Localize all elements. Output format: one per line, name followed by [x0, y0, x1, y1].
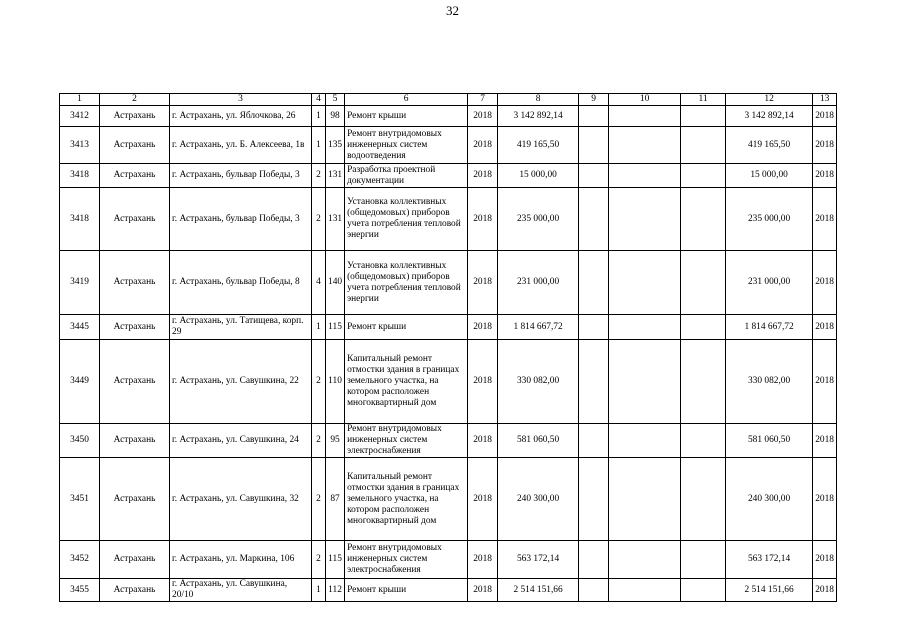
work-type-cell: Ремонт внутридомовых инженерных систем водоотведения	[345, 127, 468, 164]
col4-cell: 2	[312, 541, 326, 579]
col13-cell: 2018	[813, 164, 837, 188]
col5-cell: 131	[326, 164, 345, 188]
col4-cell: 2	[312, 164, 326, 188]
address-cell: г. Астрахань, бульвар Победы, 3	[170, 188, 312, 251]
col11-cell	[681, 340, 726, 424]
work-type-cell: Ремонт внутридомовых инженерных систем электроснабжения	[345, 424, 468, 458]
col4-cell: 1	[312, 579, 326, 602]
col4-cell: 4	[312, 251, 326, 315]
cost-cell: 235 000,00	[498, 188, 579, 251]
year-cell: 2018	[468, 424, 498, 458]
col11-cell	[681, 424, 726, 458]
col4-cell: 1	[312, 315, 326, 340]
page-number: 32	[446, 3, 459, 18]
column-number-row	[60, 94, 837, 106]
cost-cell: 581 060,50	[498, 424, 579, 458]
col9-cell	[579, 251, 609, 315]
col9-cell	[579, 127, 609, 164]
year-cell: 2018	[468, 315, 498, 340]
col11-cell	[681, 458, 726, 541]
col5-cell: 110	[326, 340, 345, 424]
col9-cell	[579, 315, 609, 340]
city-cell: Астрахань	[100, 315, 170, 340]
col9-cell	[579, 340, 609, 424]
col10-cell	[609, 164, 681, 188]
year-cell: 2018	[468, 164, 498, 188]
city-cell: Астрахань	[100, 579, 170, 602]
total-cell: 1 814 667,72	[726, 315, 813, 340]
col9-cell	[579, 541, 609, 579]
city-cell: Астрахань	[100, 340, 170, 424]
cost-cell: 419 165,50	[498, 127, 579, 164]
record-id-cell: 3455	[60, 579, 100, 602]
col5-cell: 140	[326, 251, 345, 315]
address-cell: г. Астрахань, бульвар Победы, 8	[170, 251, 312, 315]
address-cell: г. Астрахань, ул. Яблочкова, 26	[170, 106, 312, 127]
col11-cell	[681, 315, 726, 340]
city-cell: Астрахань	[100, 127, 170, 164]
col10-cell	[609, 315, 681, 340]
col11-cell	[681, 541, 726, 579]
cost-cell: 2 514 151,66	[498, 579, 579, 602]
cost-cell: 1 814 667,72	[498, 315, 579, 340]
col5-cell: 98	[326, 106, 345, 127]
total-cell: 15 000,00	[726, 164, 813, 188]
address-cell: г. Астрахань, ул. Савушкина, 24	[170, 424, 312, 458]
work-type-cell: Ремонт крыши	[345, 106, 468, 127]
city-cell: Астрахань	[100, 188, 170, 251]
col4-cell: 2	[312, 424, 326, 458]
address-cell: г. Астрахань, ул. Б. Алексеева, 1в	[170, 127, 312, 164]
col13-cell: 2018	[813, 251, 837, 315]
total-cell: 581 060,50	[726, 424, 813, 458]
year-cell: 2018	[468, 340, 498, 424]
col13-cell: 2018	[813, 315, 837, 340]
col13-cell: 2018	[813, 579, 837, 602]
year-cell: 2018	[468, 188, 498, 251]
col11-cell	[681, 106, 726, 127]
cost-cell: 231 000,00	[498, 251, 579, 315]
address-cell: г. Астрахань, ул. Савушкина, 20/10	[170, 579, 312, 602]
table-row	[60, 541, 837, 579]
col9-cell	[579, 424, 609, 458]
record-id-cell: 3445	[60, 315, 100, 340]
table-row	[60, 579, 837, 602]
col10-cell	[609, 127, 681, 164]
record-id-cell: 3450	[60, 424, 100, 458]
col13-cell: 2018	[813, 127, 837, 164]
table-row	[60, 458, 837, 541]
work-type-cell: Капитальный ремонт отмостки здания в границах земельного участка, на котором расположен многоквартирный дом	[345, 458, 468, 541]
col13-cell: 2018	[813, 106, 837, 127]
column-header: 4	[312, 94, 326, 106]
total-cell: 3 142 892,14	[726, 106, 813, 127]
table-row	[60, 188, 837, 251]
col10-cell	[609, 106, 681, 127]
col10-cell	[609, 340, 681, 424]
column-header: 11	[681, 94, 726, 106]
year-cell: 2018	[468, 458, 498, 541]
col5-cell: 115	[326, 315, 345, 340]
address-cell: г. Астрахань, ул. Татищева, корп. 29	[170, 315, 312, 340]
table-row	[60, 340, 837, 424]
column-header: 10	[609, 94, 681, 106]
col4-cell: 2	[312, 188, 326, 251]
cost-cell: 240 300,00	[498, 458, 579, 541]
col4-cell: 1	[312, 127, 326, 164]
col4-cell: 2	[312, 340, 326, 424]
cost-cell: 563 172,14	[498, 541, 579, 579]
year-cell: 2018	[468, 541, 498, 579]
col5-cell: 131	[326, 188, 345, 251]
column-header: 1	[60, 94, 100, 106]
col10-cell	[609, 541, 681, 579]
address-cell: г. Астрахань, ул. Савушкина, 32	[170, 458, 312, 541]
column-header: 3	[170, 94, 312, 106]
record-id-cell: 3449	[60, 340, 100, 424]
col11-cell	[681, 188, 726, 251]
col4-cell: 2	[312, 458, 326, 541]
col5-cell: 112	[326, 579, 345, 602]
city-cell: Астрахань	[100, 106, 170, 127]
total-cell: 2 514 151,66	[726, 579, 813, 602]
col10-cell	[609, 424, 681, 458]
record-id-cell: 3413	[60, 127, 100, 164]
col10-cell	[609, 579, 681, 602]
address-cell: г. Астрахань, бульвар Победы, 3	[170, 164, 312, 188]
table-row	[60, 164, 837, 188]
record-id-cell: 3412	[60, 106, 100, 127]
col13-cell: 2018	[813, 188, 837, 251]
record-id-cell: 3418	[60, 188, 100, 251]
col13-cell: 2018	[813, 340, 837, 424]
col5-cell: 115	[326, 541, 345, 579]
record-id-cell: 3452	[60, 541, 100, 579]
work-type-cell: Установка коллективных (общедомовых) приборов учета потребления тепловой энергии	[345, 188, 468, 251]
col11-cell	[681, 579, 726, 602]
city-cell: Астрахань	[100, 424, 170, 458]
year-cell: 2018	[468, 106, 498, 127]
col11-cell	[681, 164, 726, 188]
city-cell: Астрахань	[100, 164, 170, 188]
column-header: 12	[726, 94, 813, 106]
col13-cell: 2018	[813, 458, 837, 541]
col10-cell	[609, 188, 681, 251]
col11-cell	[681, 251, 726, 315]
total-cell: 235 000,00	[726, 188, 813, 251]
cost-cell: 15 000,00	[498, 164, 579, 188]
col5-cell: 95	[326, 424, 345, 458]
col9-cell	[579, 106, 609, 127]
col13-cell: 2018	[813, 424, 837, 458]
table-row	[60, 424, 837, 458]
total-cell: 563 172,14	[726, 541, 813, 579]
column-header: 8	[498, 94, 579, 106]
address-cell: г. Астрахань, ул. Савушкина, 22	[170, 340, 312, 424]
col9-cell	[579, 188, 609, 251]
work-type-cell: Разработка проектной документации	[345, 164, 468, 188]
col9-cell	[579, 164, 609, 188]
total-cell: 240 300,00	[726, 458, 813, 541]
column-header: 7	[468, 94, 498, 106]
city-cell: Астрахань	[100, 251, 170, 315]
address-cell: г. Астрахань, ул. Маркина, 106	[170, 541, 312, 579]
cost-cell: 330 082,00	[498, 340, 579, 424]
col10-cell	[609, 251, 681, 315]
total-cell: 330 082,00	[726, 340, 813, 424]
col5-cell: 135	[326, 127, 345, 164]
col9-cell	[579, 579, 609, 602]
column-header: 2	[100, 94, 170, 106]
year-cell: 2018	[468, 251, 498, 315]
year-cell: 2018	[468, 127, 498, 164]
table-row	[60, 315, 837, 340]
work-type-cell: Капитальный ремонт отмостки здания в границах земельного участка, на котором расположен многоквартирный дом	[345, 340, 468, 424]
year-cell: 2018	[468, 579, 498, 602]
col4-cell: 1	[312, 106, 326, 127]
column-header: 9	[579, 94, 609, 106]
col10-cell	[609, 458, 681, 541]
col9-cell	[579, 458, 609, 541]
record-id-cell: 3451	[60, 458, 100, 541]
column-header: 13	[813, 94, 837, 106]
column-header: 6	[345, 94, 468, 106]
cost-cell: 3 142 892,14	[498, 106, 579, 127]
capital-repair-table	[59, 93, 837, 602]
city-cell: Астрахань	[100, 458, 170, 541]
col5-cell: 87	[326, 458, 345, 541]
table-row	[60, 127, 837, 164]
total-cell: 419 165,50	[726, 127, 813, 164]
work-type-cell: Ремонт крыши	[345, 579, 468, 602]
col11-cell	[681, 127, 726, 164]
work-type-cell: Ремонт крыши	[345, 315, 468, 340]
column-header: 5	[326, 94, 345, 106]
col13-cell: 2018	[813, 541, 837, 579]
table-row	[60, 106, 837, 127]
work-type-cell: Установка коллективных (общедомовых) приборов учета потребления тепловой энергии	[345, 251, 468, 315]
city-cell: Астрахань	[100, 541, 170, 579]
work-type-cell: Ремонт внутридомовых инженерных систем электроснабжения	[345, 541, 468, 579]
record-id-cell: 3418	[60, 164, 100, 188]
total-cell: 231 000,00	[726, 251, 813, 315]
record-id-cell: 3419	[60, 251, 100, 315]
table-row	[60, 251, 837, 315]
